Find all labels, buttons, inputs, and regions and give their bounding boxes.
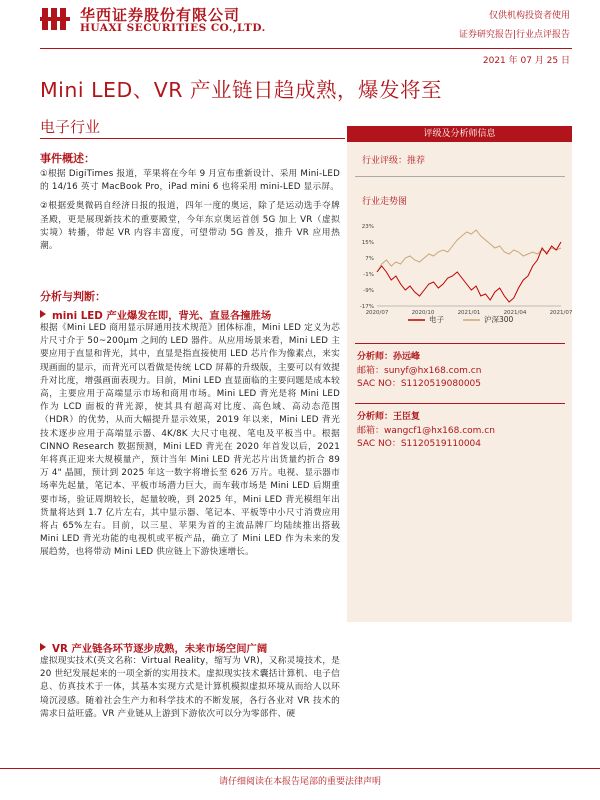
legend-label-csi300: 沪深300 xyxy=(484,315,514,324)
series-line-electronics xyxy=(377,242,561,302)
bullet-triangle-icon xyxy=(40,310,46,318)
industry-divider xyxy=(40,138,345,139)
y-tick-label: 23% xyxy=(361,224,374,230)
report-title: Mini LED、VR 产业链日趋成熟，爆发将至 xyxy=(40,78,443,102)
legend-label-electronics: 电子 xyxy=(429,315,444,324)
x-tick-label: 2021/07 xyxy=(549,310,573,316)
header-divider xyxy=(40,48,572,49)
x-tick-label: 2021/01 xyxy=(457,310,481,316)
y-tick-label: -1% xyxy=(363,272,374,278)
summary-item-1: ①根据 DigiTimes 报道，苹果将在今年 9 月宣布重新设计、采用 Mini-LED的 14/16 英寸 MacBook Pro，iPad mini 6 也将采用 mini-LED 显示屏。 xyxy=(40,169,340,193)
trend-chart-label: 行业走势图 xyxy=(362,197,408,207)
sidebar-header: 评级及分析师信息 xyxy=(347,126,572,142)
x-tick-label: 2020/10 xyxy=(411,310,435,316)
company-name-cn: 华西证券股份有限公司 xyxy=(80,6,241,24)
analyst-1-sac: SAC NO：S1120519080005 xyxy=(357,379,481,389)
analysis-heading: 分析与判断： xyxy=(40,290,106,303)
analyst-1-name: 分析师：孙远峰 xyxy=(357,352,421,362)
audience-tag: 仅供机构投资者使用 xyxy=(488,11,570,21)
report-type-tag: 证券研究报告|行业点评报告 xyxy=(458,30,570,40)
industry-trend-chart xyxy=(353,208,573,328)
company-logo xyxy=(40,5,70,32)
analysis-point-1-body: 根据《Mini LED 商用显示屏通用技术规范》团体标准，Mini LED 定义为芯片尺寸介于 50~200μm 之间的 LED 器件。从应用场景来看，Mini LED 主要应用于直显和背光，其中，直显是指直接使用 LED 芯片作为像素点，来实现画面的显示，而背光可以看做是传统 LCD 屏幕的升级版，主要可以有效提升对比度，增强画面表现力。目前，Mini LED 直显面临的主要问题是成本较高，主要应用于高端显示市场和商用市场。Mini LED 背光是将 Mini LED 作为 LCD 面板的背光源，使其具有超高对比度、高色域、高动态范围（HDR）的优势，从而大幅提升显示效果，2019 年以来，Mini LED 背光技术逐步应用于高端显示器、4K/8K 大尺寸电视、笔电及平板当中。根据 CINNO Research 数据预测，Mini LED 背光在 2020 年首发以后，2021 年将真正迎来大规模量产，预计当年 Mini LED 背光芯片出货量约折合 89 万 4" 晶圆，预计到 2025 年这一数字将增长至 626 万片。电视、显示器市场率先起量，笔记本、平板市场潜力巨大，而车载市场是 Mini LED 后期重要市场，验证周期较长，起量较晚，到 2025 年，Mini LED 背光模组年出货量将达到 1.7 亿片左右，其中显示器、笔记本、平板等中小尺寸消费应用将占 65%左右。目前，以三星、苹果为首的主流品牌厂均陆续推出搭载 Mini LED 背光功能的电视机或平板产品，确立了 Mini LED 作为未来的发展趋势，也将带动 Mini LED 供应链上下游快速增长。 xyxy=(40,323,340,558)
report-date: 2021 年 07 月 25 日 xyxy=(482,56,570,66)
analyst-divider-2 xyxy=(355,403,565,404)
summary-heading: 事件概述： xyxy=(40,152,95,165)
legal-notice: 请仔细阅读在本报告尾部的重要法律声明 xyxy=(218,777,381,787)
x-tick-label: 2021/04 xyxy=(503,310,527,316)
summary-item-2: ②根据爱奥微码自经济日报的报道，四年一度的奥运，除了是运动选手夺牌圣殿，更是展现新技术的重要殿堂，今年东京奥运首创 5G 加上 VR（虚拟实境）转播，带起 VR 内容丰富度，可望带动 5G 普及，推升 VR 应用热潮。 xyxy=(40,201,340,252)
analyst-2-email: 邮箱：wangcf1@hx168.com.cn xyxy=(357,426,495,436)
bullet-triangle-icon xyxy=(40,643,46,651)
industry-rating: 行业评级：推荐 xyxy=(362,156,426,166)
analysis-point-2-body: 虚拟现实技术(英文名称：Virtual Reality，缩写为 VR)，又称灵境技术，是 20 世纪发展起来的一项全新的实用技术。虚拟现实技术囊括计算机、电子信息、仿真技术于一体，其基本实现方式是计算机模拟虚拟环境从而给人以环境沉浸感。随着社会生产力和科学技术的不断发展，各行各业对 VR 技术的需求日益旺盛。VR 产业链从上游到下游依次可以分为零部件、硬 xyxy=(40,656,340,719)
analyst-1-email: 邮箱：sunyf@hx168.com.cn xyxy=(357,366,482,376)
analyst-2-sac: SAC NO：S1120519110004 xyxy=(357,439,481,449)
y-tick-label: 7% xyxy=(365,256,374,262)
analyst-2-name: 分析师：王臣复 xyxy=(357,412,421,422)
y-tick-label: -9% xyxy=(363,288,374,294)
analyst-divider-1 xyxy=(355,343,565,344)
summary-body xyxy=(40,168,340,253)
y-tick-label: -17% xyxy=(359,304,374,310)
company-name-en: HUAXI SECURITIES CO.,LTD. xyxy=(80,22,266,34)
sidebar-divider xyxy=(355,176,565,177)
industry-label: 电子行业 xyxy=(40,118,101,136)
x-tick-label: 2020/07 xyxy=(365,310,389,316)
y-tick-label: 15% xyxy=(361,240,374,246)
analysis-point-1-title: mini LED 产业爆发在即，背光、直显各撞胜场 xyxy=(40,307,271,322)
chart-legend xyxy=(353,312,568,326)
analysis-point-2-title: VR 产业链各环节逐步成熟，未来市场空间广阔 xyxy=(40,640,267,655)
footer-divider xyxy=(0,768,600,769)
